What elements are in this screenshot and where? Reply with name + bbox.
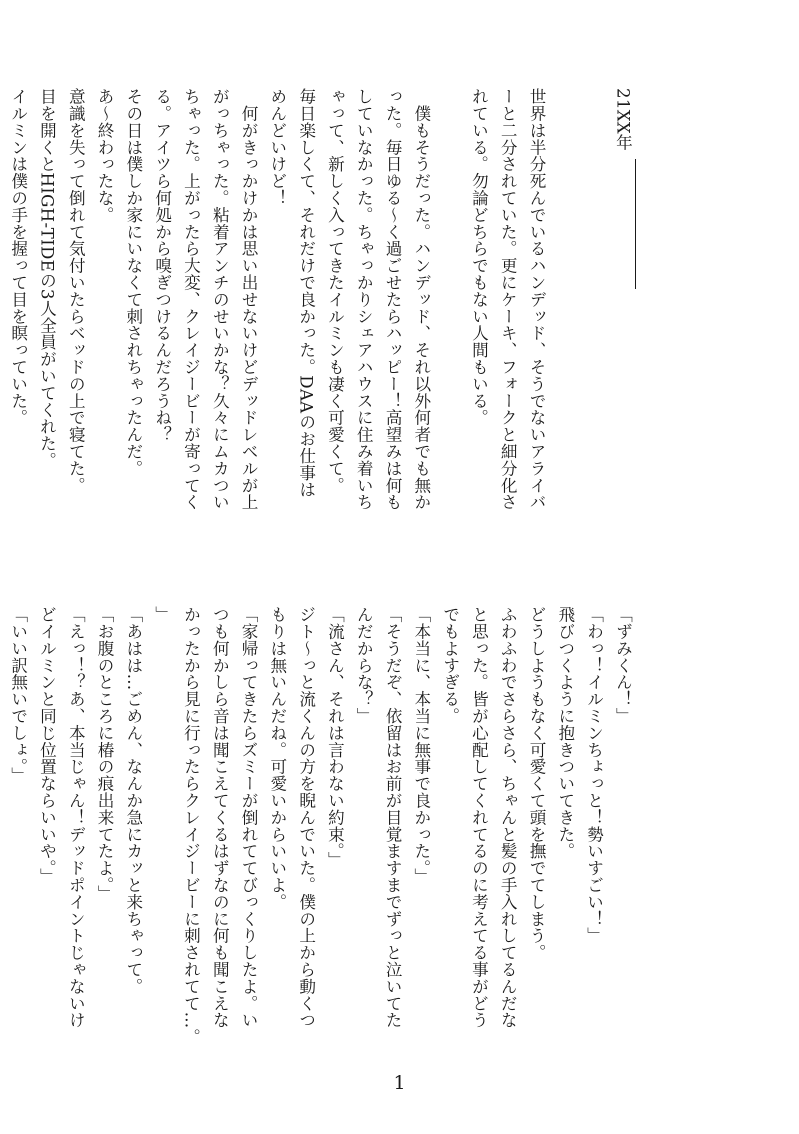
text-line: もりは無いんだね。可愛いからいいよ。	[267, 606, 287, 911]
text-line: 「家帰ってきたらズミーが倒れててびっくりしたよ。い	[239, 606, 259, 1029]
text-line: ふわふわでさらさら、ちゃんと髪の手入れしてるんだな	[498, 606, 518, 1029]
text-line: 「えっ！？あ、本当じゃん！デッドポイントじゃないけ	[66, 606, 86, 1029]
text-line: かったから見に行ったらクレイジービーに刺されてて…。	[181, 606, 201, 1046]
top-text-block	[8, 88, 694, 556]
text-line: ゃって、新しく入ってきたイルミンも凄く可愛くて。	[325, 88, 345, 494]
text-line: 何がきっかけかは思い出せないけどデッドレベルが上	[239, 88, 259, 511]
text-line: 目を開くとHIGH-TIDEの3人全員がいてくれた。	[37, 88, 57, 469]
text-line: どうしようもなく可愛くて頭を撫でてしまう。	[527, 606, 547, 961]
text-line: イルミンは僕の手を握って目を瞑っていた。	[8, 88, 28, 426]
text-line: 」	[152, 606, 172, 623]
text-line: めんどいけど！	[267, 88, 287, 207]
text-line: どイルミンと同じ位置ならいいや。」	[37, 606, 57, 885]
text-line: ちゃった。上がったら大変、クレイジービーが寄ってく	[181, 88, 201, 511]
text-line: れている。勿論どちらでもない人間もいる。	[469, 88, 489, 426]
text-line: 僕もそうだった。ハンデッド、それ以外何者でも無か	[411, 88, 431, 511]
text-line: 「わっ！イルミンちょっと！勢いすごい！」	[584, 606, 604, 944]
section-heading: 21XX年	[608, 88, 637, 556]
text-line: 「いい訳無いでしょ。」	[8, 606, 28, 784]
bottom-text-block	[8, 606, 694, 1056]
text-line: 世界は半分死んでいるハンデッド、そうでないアライバ	[527, 88, 547, 511]
text-line: んだからな？」	[354, 606, 374, 725]
text-line: その日は僕しか家にいなくて刺されちゃったんだ。	[123, 88, 143, 477]
text-line: 「本当に、本当に無事で良かった。」	[411, 606, 431, 885]
text-line: 「流さん、それは言わない約束。」	[325, 606, 345, 869]
page-number: 1	[393, 1072, 406, 1094]
heading-rule	[635, 159, 636, 289]
text-line	[0, 88, 3, 556]
text-line: 「ずみくん！」	[613, 606, 633, 725]
text-line: と思った。皆が心配してくれてるのに考えてる事がどう	[469, 606, 489, 1029]
text-line: 「そうだぞ、依留はお前が目覚ますまでずっと泣いてた	[383, 606, 403, 1029]
text-line: 意識を失って倒れて気付いたらベッドの上で寝てた。	[66, 88, 86, 494]
text-line: 飛びつくように抱きついてきた。	[555, 606, 575, 860]
text-line	[435, 88, 464, 556]
text-line: った。毎日ゆる〜く過ごせたらハッピー！高望みは何も	[383, 88, 403, 511]
text-line: ーと二分されていた。更にケーキ、フォークと細分化さ	[498, 88, 518, 511]
text-line: 毎日楽しくて、それだけで良かった。DAAのお仕事は	[296, 88, 316, 498]
text-line: していなかった。ちゃっかりシェアハウスに住み着いち	[354, 88, 374, 511]
text-line: がっちゃった。粘着アンチのせいかな？久々にムカつい	[210, 88, 230, 511]
text-line: 「お腹のところに椿の痕出来てたよ。」	[95, 606, 115, 902]
text-line: でもよすぎる。	[440, 606, 460, 725]
text-line: あ〜終わったな。	[95, 88, 115, 224]
text-line: る。アイツら何処から嗅ぎつけるんだろうね？	[152, 88, 172, 443]
text-line: 「あはは…ごめん、なんか急にカッと来ちゃって。	[123, 606, 143, 995]
text-line: ジト〜っと流くんの方を睨んでいた。僕の上から動くつ	[296, 606, 316, 1029]
text-line: つも何かしら音は聞こえてくるはずなのに何も聞こえな	[210, 606, 230, 1029]
